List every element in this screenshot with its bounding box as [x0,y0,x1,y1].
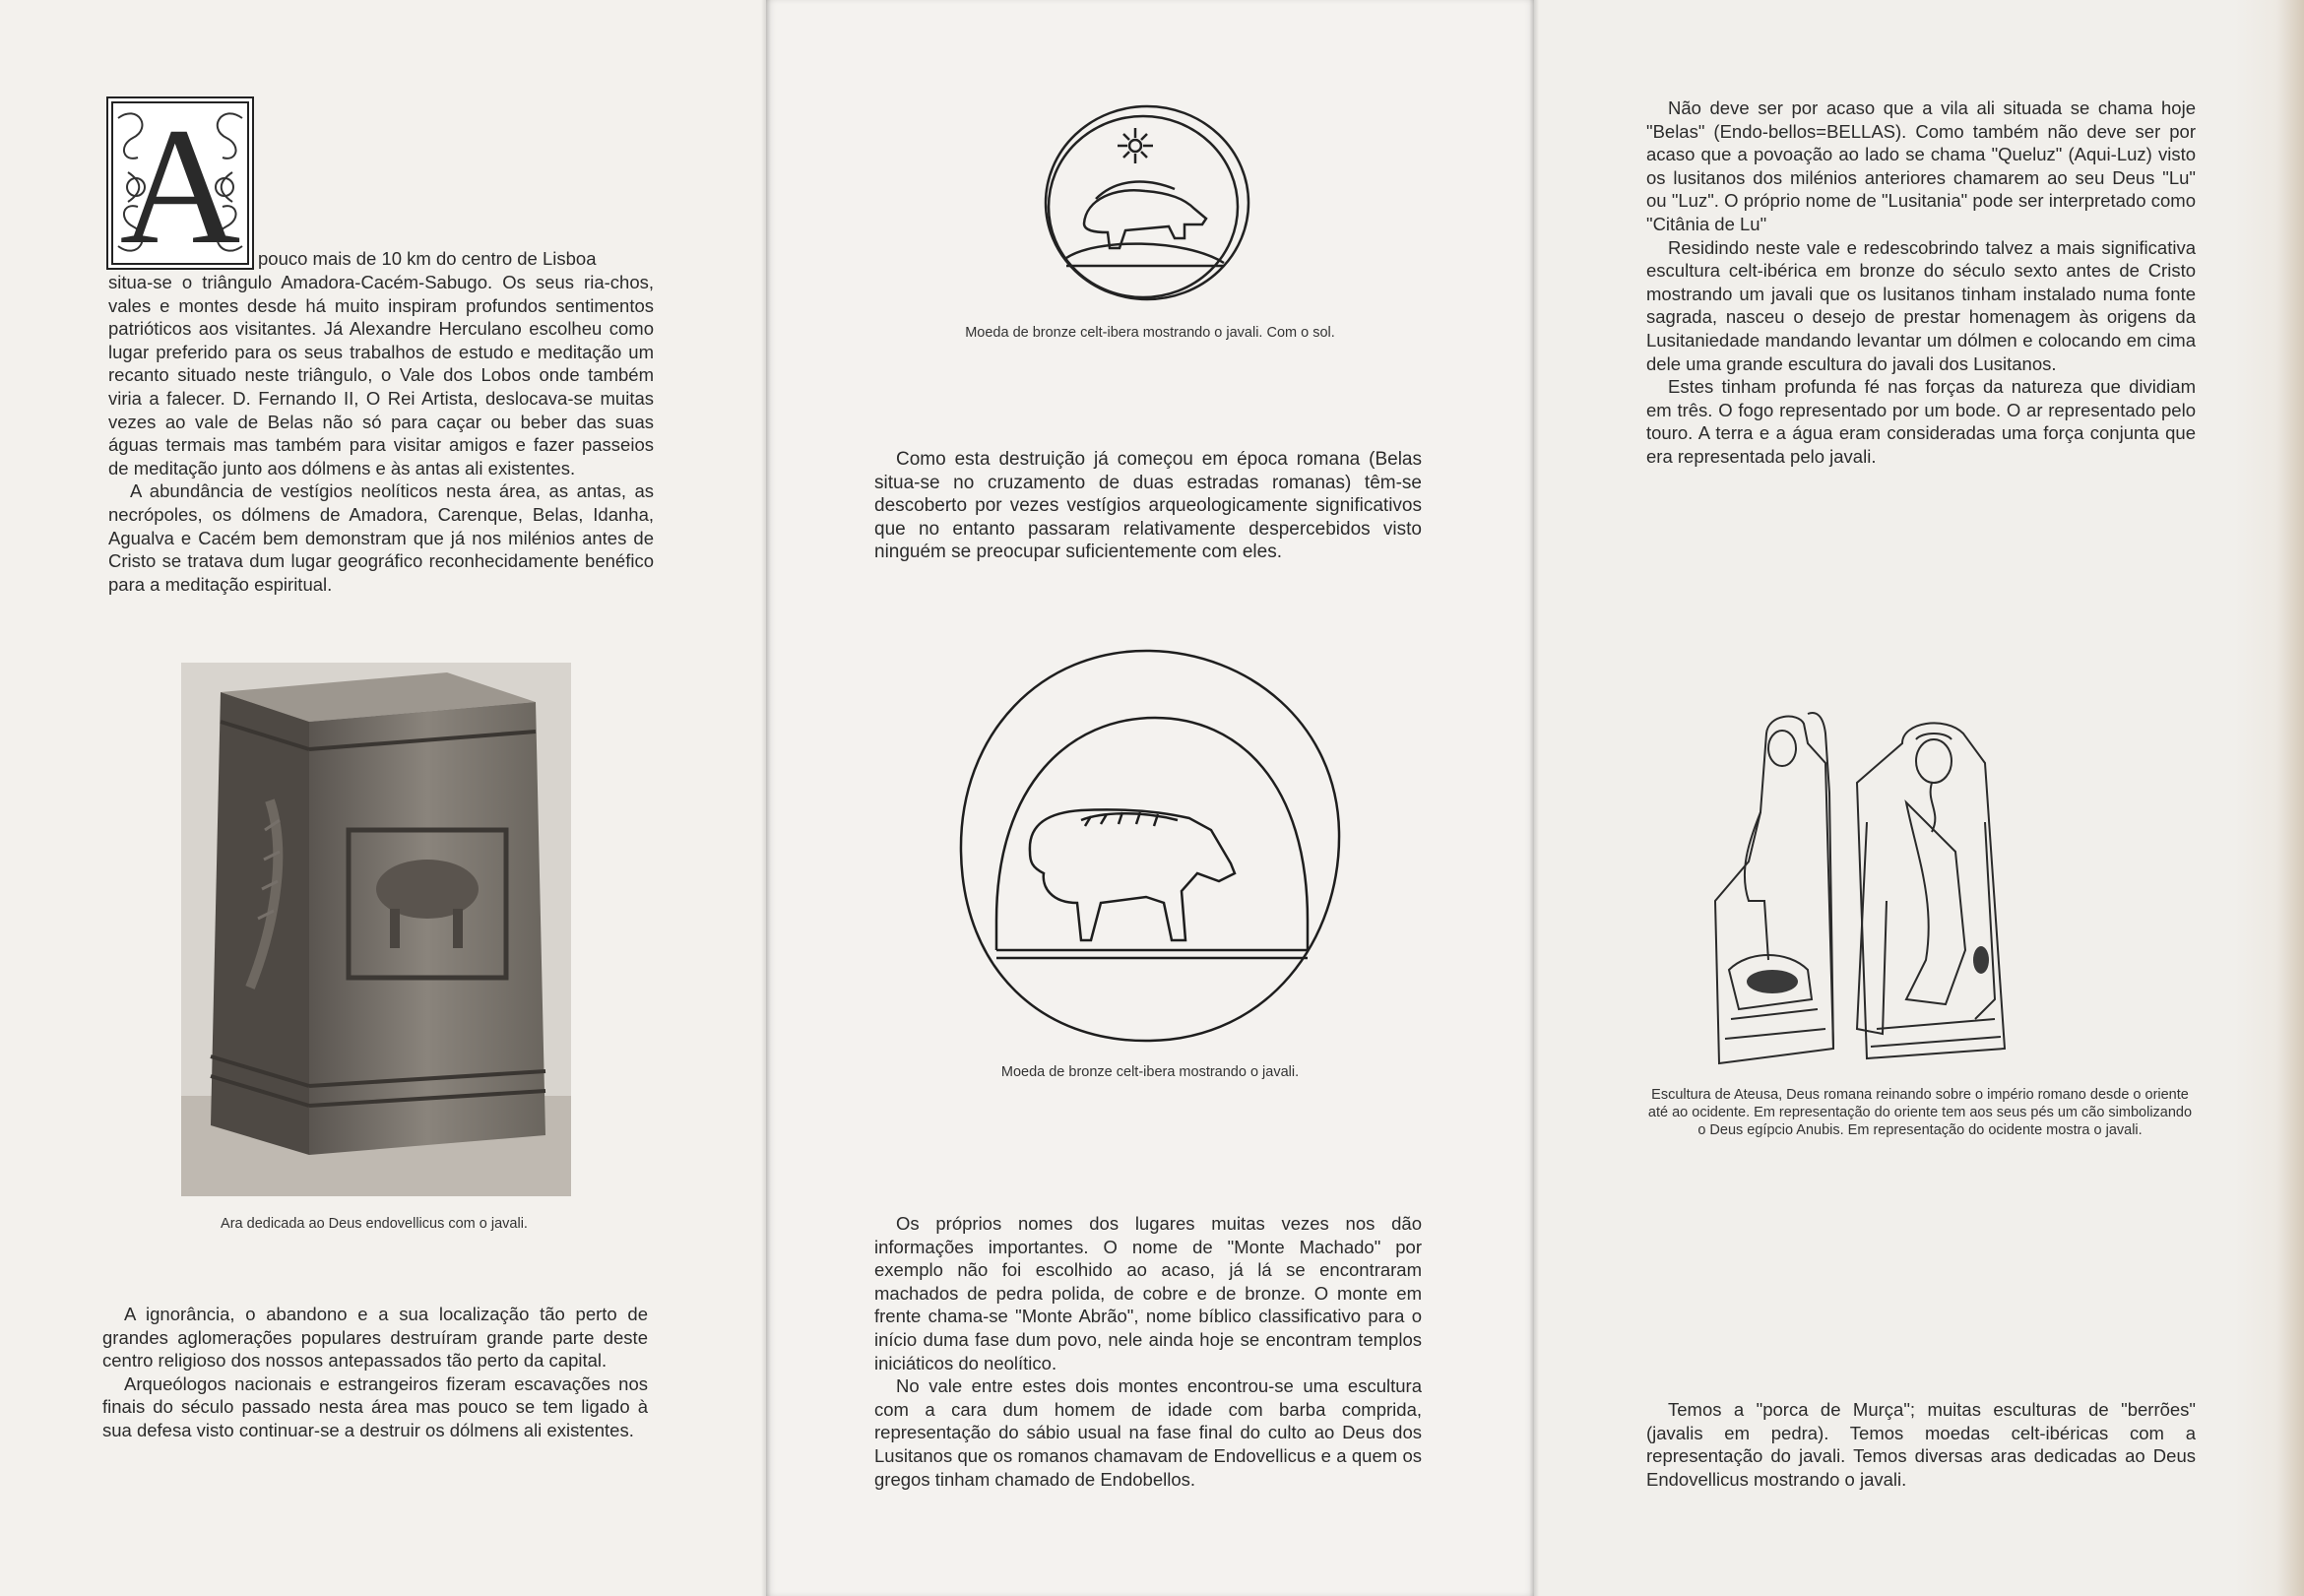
intro-paragraph [108,271,654,596]
middle-panel [766,0,1534,1596]
intro-paragraph-text: situa-se o triângulo Amadora-Cacém-Sabugo. Os seus ria-chos, vales e montes desde há muito inspiram profundos sentimentos patrióticos aos visitantes. Já Alexandre Herculano escolheu como lugar preferido para os seus trabalhos de estudo e meditação um recanto situado neste triângulo, o Vale dos Lobos onde também viria a falecer. D. Fernando II, O Rei Artista, deslocava-se muitas vezes ao vale de Belas não só para caçar ou beber das suas águas termais mas também para visitar amigos e fazer passeios de meditação junto aos dólmens e às antas ali existentes. [108,272,654,479]
right-text-bottom [1646,1398,2196,1491]
paragraph-ignorance: A ignorância, o abandono e a sua localização tão perto de grandes aglomerações populares destruíram grande parte deste centro religioso dos nossos antepassados tão perto da capital. [102,1304,648,1372]
altar-photo-caption: Ara dedicada ao Deus endovellicus com o javali. [221,1216,528,1232]
fold-line-right [1529,0,1539,1596]
middle-text-bottom [874,1212,1422,1491]
middle-text-top [874,448,1422,564]
paragraph-roman-destruction: Como esta destruição já começou em época romana (Belas situa-se no cruzamento de duas estradas romanas) têm-se descoberto por vezes vestígios arqueologicamente significativos que no entanto passaram relativamente despercebidos visto ninguém se preocupar suficientemente com eles. [874,449,1422,562]
paragraph-place-names: Os próprios nomes dos lugares muitas vezes nos dão informações importantes. O nome de "Monte Machado" por exemplo não foi escolhido ao acaso, já lá se encontraram machados de pedra polida, de cobre e de bronze. O monte em frente chama-se "Monte Abrão", nome bíblico classificativo para o início duma fase dum povo, nele ainda hoje se encontram templos iniciáticos do neolítico. [874,1213,1422,1373]
decorated-dropcap [106,94,254,279]
right-text-top [1646,96,2196,469]
ateusa-sculpture-drawing [1709,704,2123,1068]
paragraph-porca-murca: Temos a "porca de Murça"; muitas esculturas de "berrões" (javalis em pedra). Temos moedas celt-ibéricas com a representação do javali. Temos diversas aras dedicadas ao Deus Endovellicus mostrando o javali. [1646,1399,2196,1490]
lower-left-text [102,1303,648,1442]
paragraph-archaeologists: Arqueólogos nacionais e estrangeiros fizeram escavações nos finais do século passado nesta área mas pouco se tem ligado à sua defesa visto continuar-se a destruir os dólmens ali existentes. [102,1373,648,1440]
right-panel [1534,0,2304,1596]
intro-first-line-text: pouco mais de 10 km do centro de Lisboa [258,248,597,269]
coin-boar-drawing [953,645,1347,1049]
paper-edge-stain [2235,0,2304,1596]
fold-line-left [761,0,771,1596]
coin-sun-drawing [1037,100,1253,307]
coin-sun-caption: Moeda de bronze celt-ibera mostrando o javali. Com o sol. [965,325,1335,341]
altar-photo [181,663,571,1196]
intro-first-line [258,247,654,271]
paragraph-sculpture: No vale entre estes dois montes encontrou-se uma escultura com a cara dum homem de idade com barba comprida, representação do sábio usual na fase final do culto ao Deus dos Lusitanos que os romanos chamavam de Endovellicus e a quem os gregos tinham chamado de Endobellos. [874,1375,1422,1490]
paragraph-belas-name: Não deve ser por acaso que a vila ali situada se chama hoje "Belas" (Endo-bellos=BELLAS). Como também não deve ser por acaso que a povoação ao lado se chama "Queluz" (Aqui-Luz) visto os lusitanos dos milénios anteriores chamarem ao seu Deus "Lu" ou "Luz". O próprio nome de "Lusitania" pode ser interpretado como "Citânia de Lu" [1646,97,2196,234]
ateusa-sculpture-caption: Escultura de Ateusa, Deus romana reinando sobre o império romano desde o oriente até ao ocidente. Em representação do oriente tem aos seus pés um cão simbolizando o Deus egípcio Anubis. Em representação do ocidente mostra o javali. [1647,1087,2193,1138]
left-panel [0,0,766,1596]
paragraph-homage: Residindo neste vale e redescobrindo talvez a mais significativa escultura celt-ibérica em bronze do século sexto antes de Cristo mostrando um javali que os lusitanos tinham instalado numa fonte sagrada, nasceu o desejo de prestar homenagem às origens da Lusitaniedade mandando levantar um dólmen e colocando em cima dele uma grande escultura do javali dos Lusitanos. [1646,236,2196,374]
dropcap-letter: A [119,94,241,279]
coin-boar-caption: Moeda de bronze celt-ibera mostrando o javali. [1000,1064,1300,1080]
paragraph-neolithic: A abundância de vestígios neolíticos nesta área, as antas, as necrópoles, os dólmens de Amadora, Carenque, Belas, Idanha, Agualva e Cacém bem demonstram que já nos milénios antes de Cristo se tratava dum lugar geográfico reconhecidamente benéfico para a meditação espiritual. [108,480,654,595]
paragraph-forces-nature: Estes tinham profunda fé nas forças da natureza que dividiam em três. O fogo representado por um bode. O ar representado pelo touro. A terra e a água eram consideradas uma força conjunta que era representada pelo javali. [1646,376,2196,467]
